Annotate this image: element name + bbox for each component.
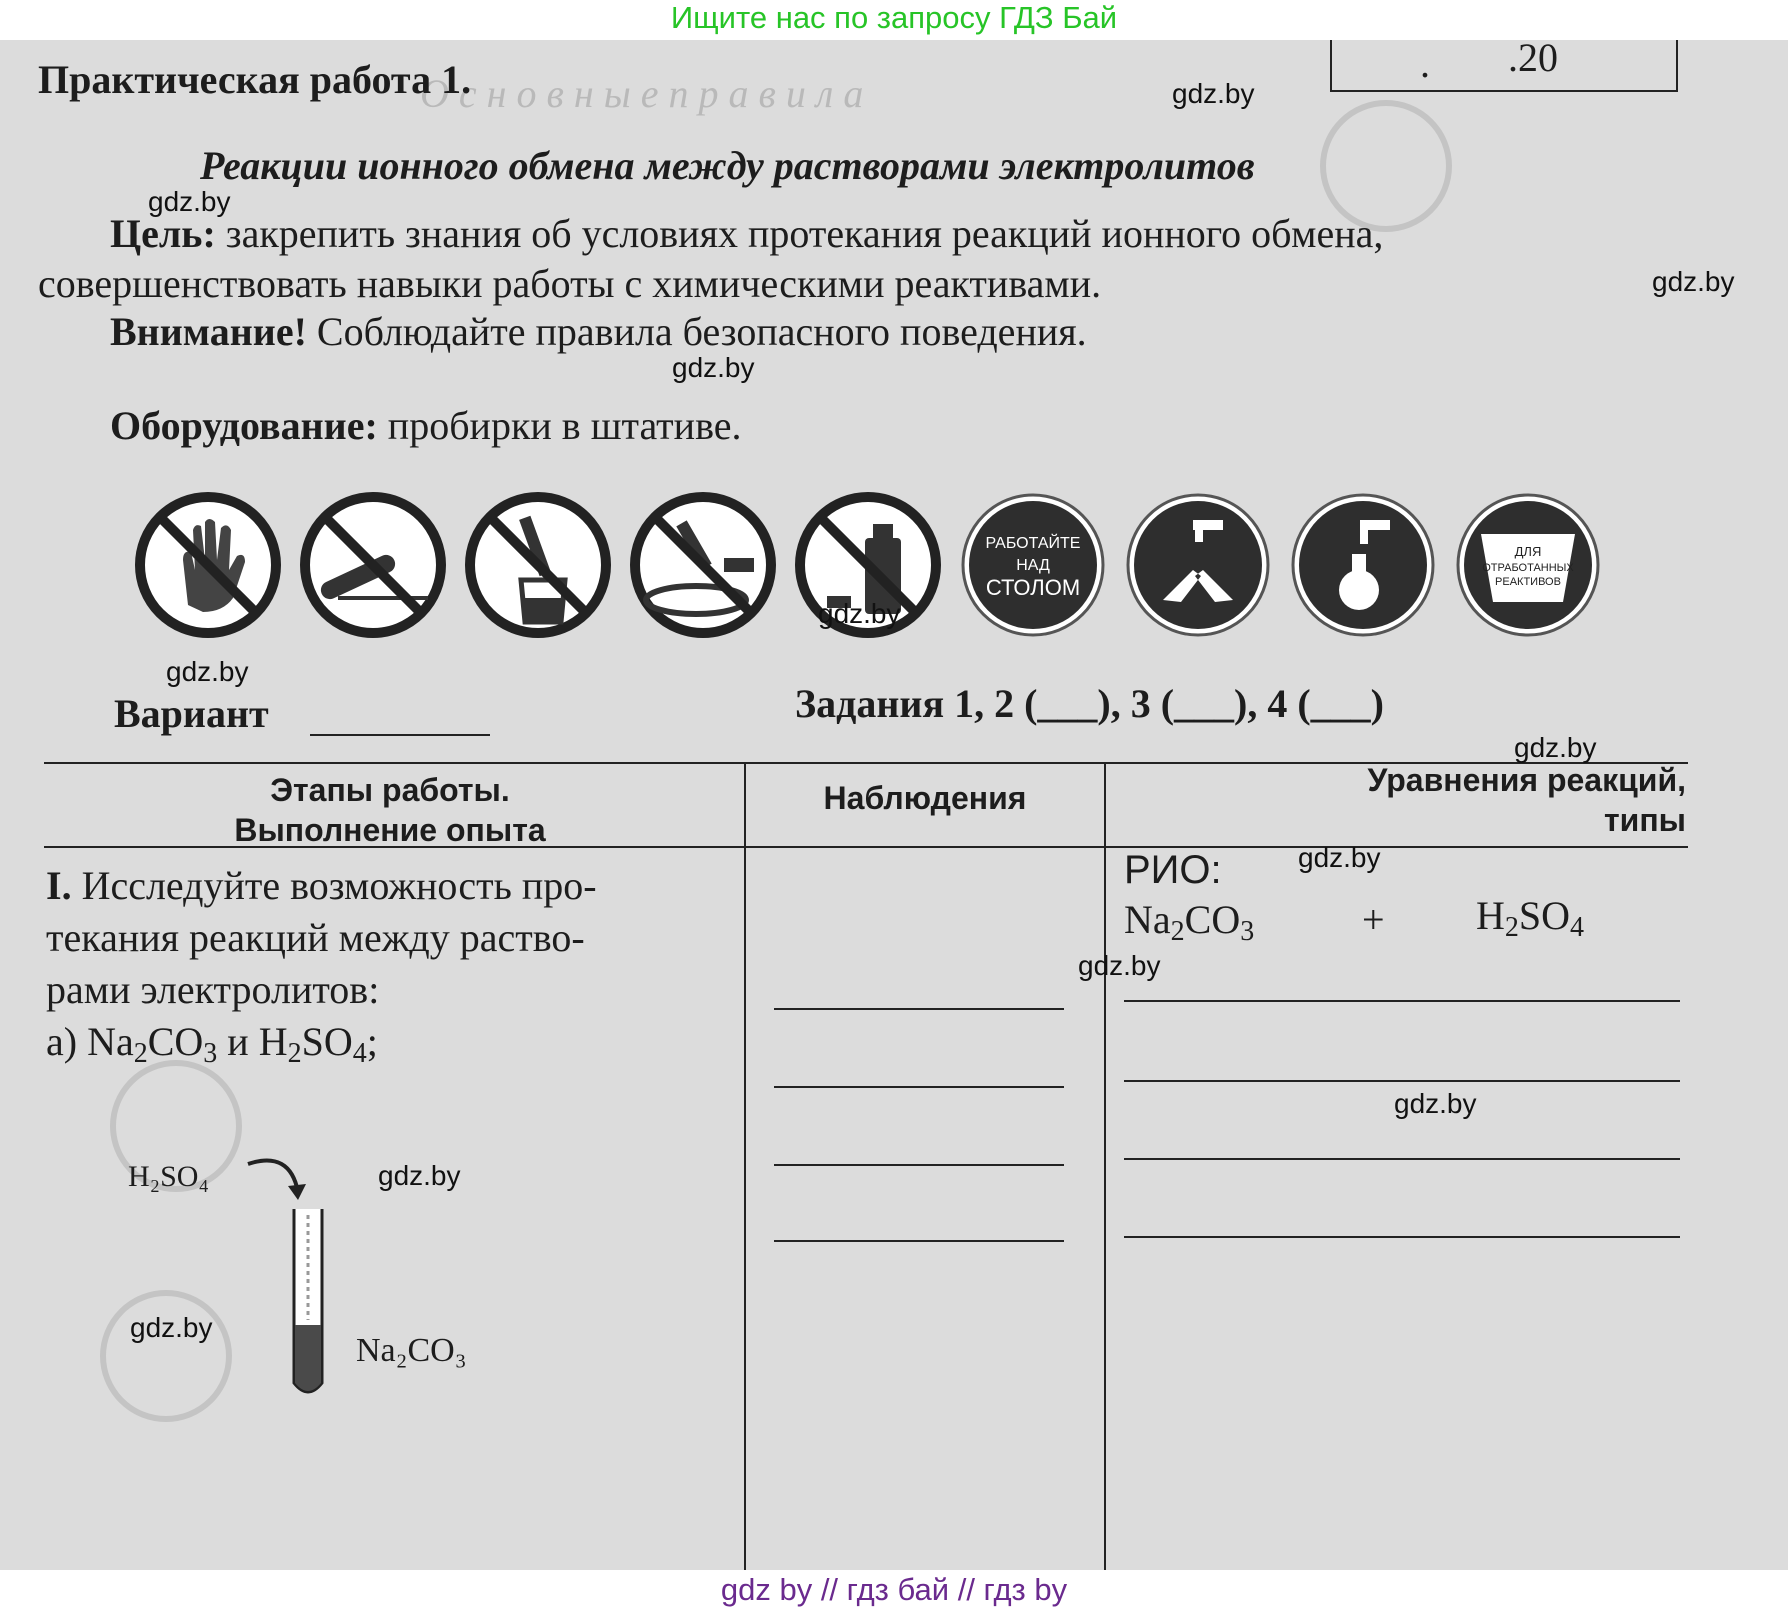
icon-label: РАБОТАЙТЕ [985,535,1081,552]
table-column-divider [744,762,746,1570]
no-pouring-back-icon [463,490,613,640]
bottom-banner[interactable]: gdz by // гдз бай // гдз by [720,1572,1068,1607]
equipment-text: пробирки в штативе. [387,403,742,448]
reactant-na2co3: $Na_2CO_3$ [1124,897,1255,947]
watermark: gdz.by [1514,732,1597,763]
bleed-through-text: О с н о в н ы е п р а в и л а [420,71,864,116]
formula-part: SO [301,1019,353,1064]
page-subtitle: Реакции ионного обмена между растворами электролитов [200,143,1255,188]
test-tube-icon [288,1205,328,1405]
watermark: gdz.by [1652,266,1735,297]
formula-subscript: 4 [352,1038,367,1069]
watermark: gdz.by [818,598,901,629]
watermark: gdz.by [166,656,249,687]
no-tasting-icon [298,490,448,640]
icon-label: ОТРАБОТАННЫХ [1482,562,1574,574]
top-banner[interactable]: Ищите нас по запросу ГДЗ Бай [670,0,1118,35]
bleed-through-circle [100,1290,232,1422]
formula-subscript: 3 [1240,916,1255,947]
equipment-line [110,402,741,450]
formula-part: а) Na [46,1019,134,1064]
no-drain-icon [628,490,778,640]
wash-hands-icon [1123,490,1273,640]
workbook-page [0,40,1788,1570]
column-header-text: Этапы работы. [270,772,510,808]
icon-label: НАД [1016,557,1050,574]
watermark: gdz.by [1394,1088,1477,1119]
formula-part: SO [1518,893,1571,938]
task-text: рами электролитов: [46,967,380,1012]
task-text: Исследуйте возможность про- [81,863,597,908]
icon-label: ДЛЯ [1514,544,1542,559]
formula-part: CO [1184,897,1241,942]
column-header-text: Уравнения реакций, [1367,762,1686,798]
equation-blank[interactable] [1124,1158,1680,1160]
goal-line-2: совершенствовать навыки работы с химическими реактивами. [38,261,1102,306]
formula-subscript: 2 [1504,912,1519,943]
watermark: gdz.by [130,1312,213,1343]
variant-blank[interactable] [310,734,490,736]
column-header-stages [90,770,690,850]
date-separator: . [1420,41,1430,86]
task-number: I. [46,863,72,908]
formula-subscript: 2 [1170,916,1185,947]
rio-label: РИО: [1124,848,1222,892]
task-item-a [46,1016,597,1080]
watermark: gdz.by [1078,950,1161,981]
column-header-text: Выполнение опыта [234,812,546,848]
formula-subscript: 2 [287,1038,302,1069]
task-text: текания реакций между раство- [46,915,585,960]
formula-part: ; [366,1019,378,1064]
watermark: gdz.by [672,352,755,383]
equation-blank[interactable] [1124,1236,1680,1238]
wash-flask-icon [1288,490,1438,640]
attention-text: Соблюдайте правила безопасного поведения. [316,309,1087,354]
column-header-equations [1110,760,1686,840]
goal-line-1 [110,210,1383,258]
formula-part: CO [147,1019,204,1064]
plus-sign: + [1362,897,1385,942]
watermark: gdz.by [378,1160,461,1191]
reagent-label-bottom: Na₂CO₃ [356,1332,467,1369]
icon-label: СТОЛОМ [985,575,1081,600]
no-touch-icon [133,490,283,640]
icon-label: РЕАКТИВОВ [1495,576,1561,588]
formula-part: и H [217,1019,288,1064]
watermark: gdz.by [1298,842,1381,873]
task-1-text [46,860,597,1080]
observation-blank[interactable] [774,1164,1064,1166]
column-header-observations: Наблюдения [823,780,1027,816]
column-header-text: типы [1604,802,1686,838]
work-over-table-icon [958,490,1108,640]
reagent-label-top: H₂SO₄ [128,1160,209,1193]
formula-subscript: 2 [133,1038,148,1069]
attention-label: Внимание! [110,309,307,354]
page-title: Практическая работа 1. [38,57,472,102]
waste-container-icon [1453,490,1603,640]
tasks-label: Задания 1, 2 (___), 3 (___), 4 (___) [795,681,1385,726]
observation-blank[interactable] [774,1240,1064,1242]
watermark: gdz.by [1172,78,1255,109]
formula-subscript: 4 [1570,912,1585,943]
equation-blank[interactable] [1124,1000,1680,1002]
attention-line [110,308,1087,356]
date-box[interactable] [1330,40,1678,92]
equipment-label: Оборудование: [110,403,378,448]
date-year: .20 [1508,40,1558,80]
variant-label: Вариант [114,691,269,736]
pour-arrow-icon [240,1150,360,1210]
formula-subscript: 3 [203,1038,218,1069]
observation-blank[interactable] [774,1008,1064,1010]
reactant-h2so4: $H_2SO_4$ [1476,893,1585,943]
observation-blank[interactable] [774,1086,1064,1088]
watermark: gdz.by [148,186,231,217]
table-column-divider [1104,762,1106,1570]
goal-label: Цель: [110,211,216,256]
goal-text: закрепить знания об условиях протекания реакций ионного обмена, [225,211,1384,256]
equation-blank[interactable] [1124,1080,1680,1082]
